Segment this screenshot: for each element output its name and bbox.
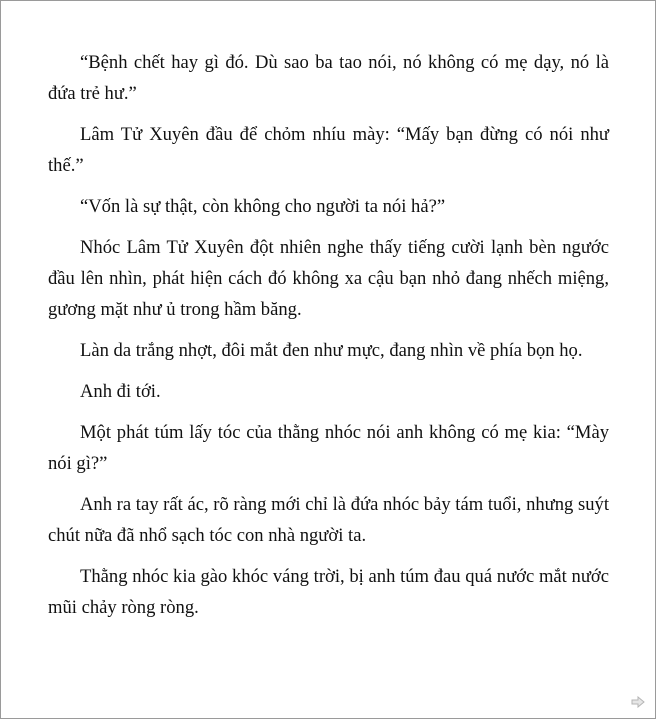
paragraph: Anh ra tay rất ác, rõ ràng mới chỉ là đứa nhóc bảy tám tuổi, nhưng suýt chút nữa đã nhổ sạch tóc con nhà người ta. [48, 494, 609, 546]
paragraph: Lâm Tử Xuyên đầu để chỏm nhíu mày: “Mấy bạn đừng có nói như thế.” [48, 124, 609, 176]
paragraph: Làn da trắng nhợt, đôi mắt đen như mực, đang nhìn về phía bọn họ. [80, 340, 583, 361]
paragraph: Một phát túm lấy tóc của thằng nhóc nói anh không có mẹ kia: “Mày nói gì?” [48, 422, 609, 474]
document-body [48, 47, 609, 633]
paragraph: Thằng nhóc kia gào khóc váng trời, bị anh túm đau quá nước mắt nước mũi chảy ròng ròng. [48, 566, 609, 618]
paragraph: Nhóc Lâm Tử Xuyên đột nhiên nghe thấy tiếng cười lạnh bèn ngước đầu lên nhìn, phát hiện cách đó không xa cậu bạn nhỏ đang nhếch miệng, gương mặt như ủ trong hầm băng. [48, 237, 609, 320]
paragraph: Anh đi tới. [80, 381, 161, 402]
page-turn-arrow-icon[interactable] [631, 696, 645, 708]
paragraph: “Vốn là sự thật, còn không cho người ta nói hả?” [80, 196, 446, 217]
paragraph: “Bệnh chết hay gì đó. Dù sao ba tao nói, nó không có mẹ dạy, nó là đứa trẻ hư.” [48, 52, 609, 104]
